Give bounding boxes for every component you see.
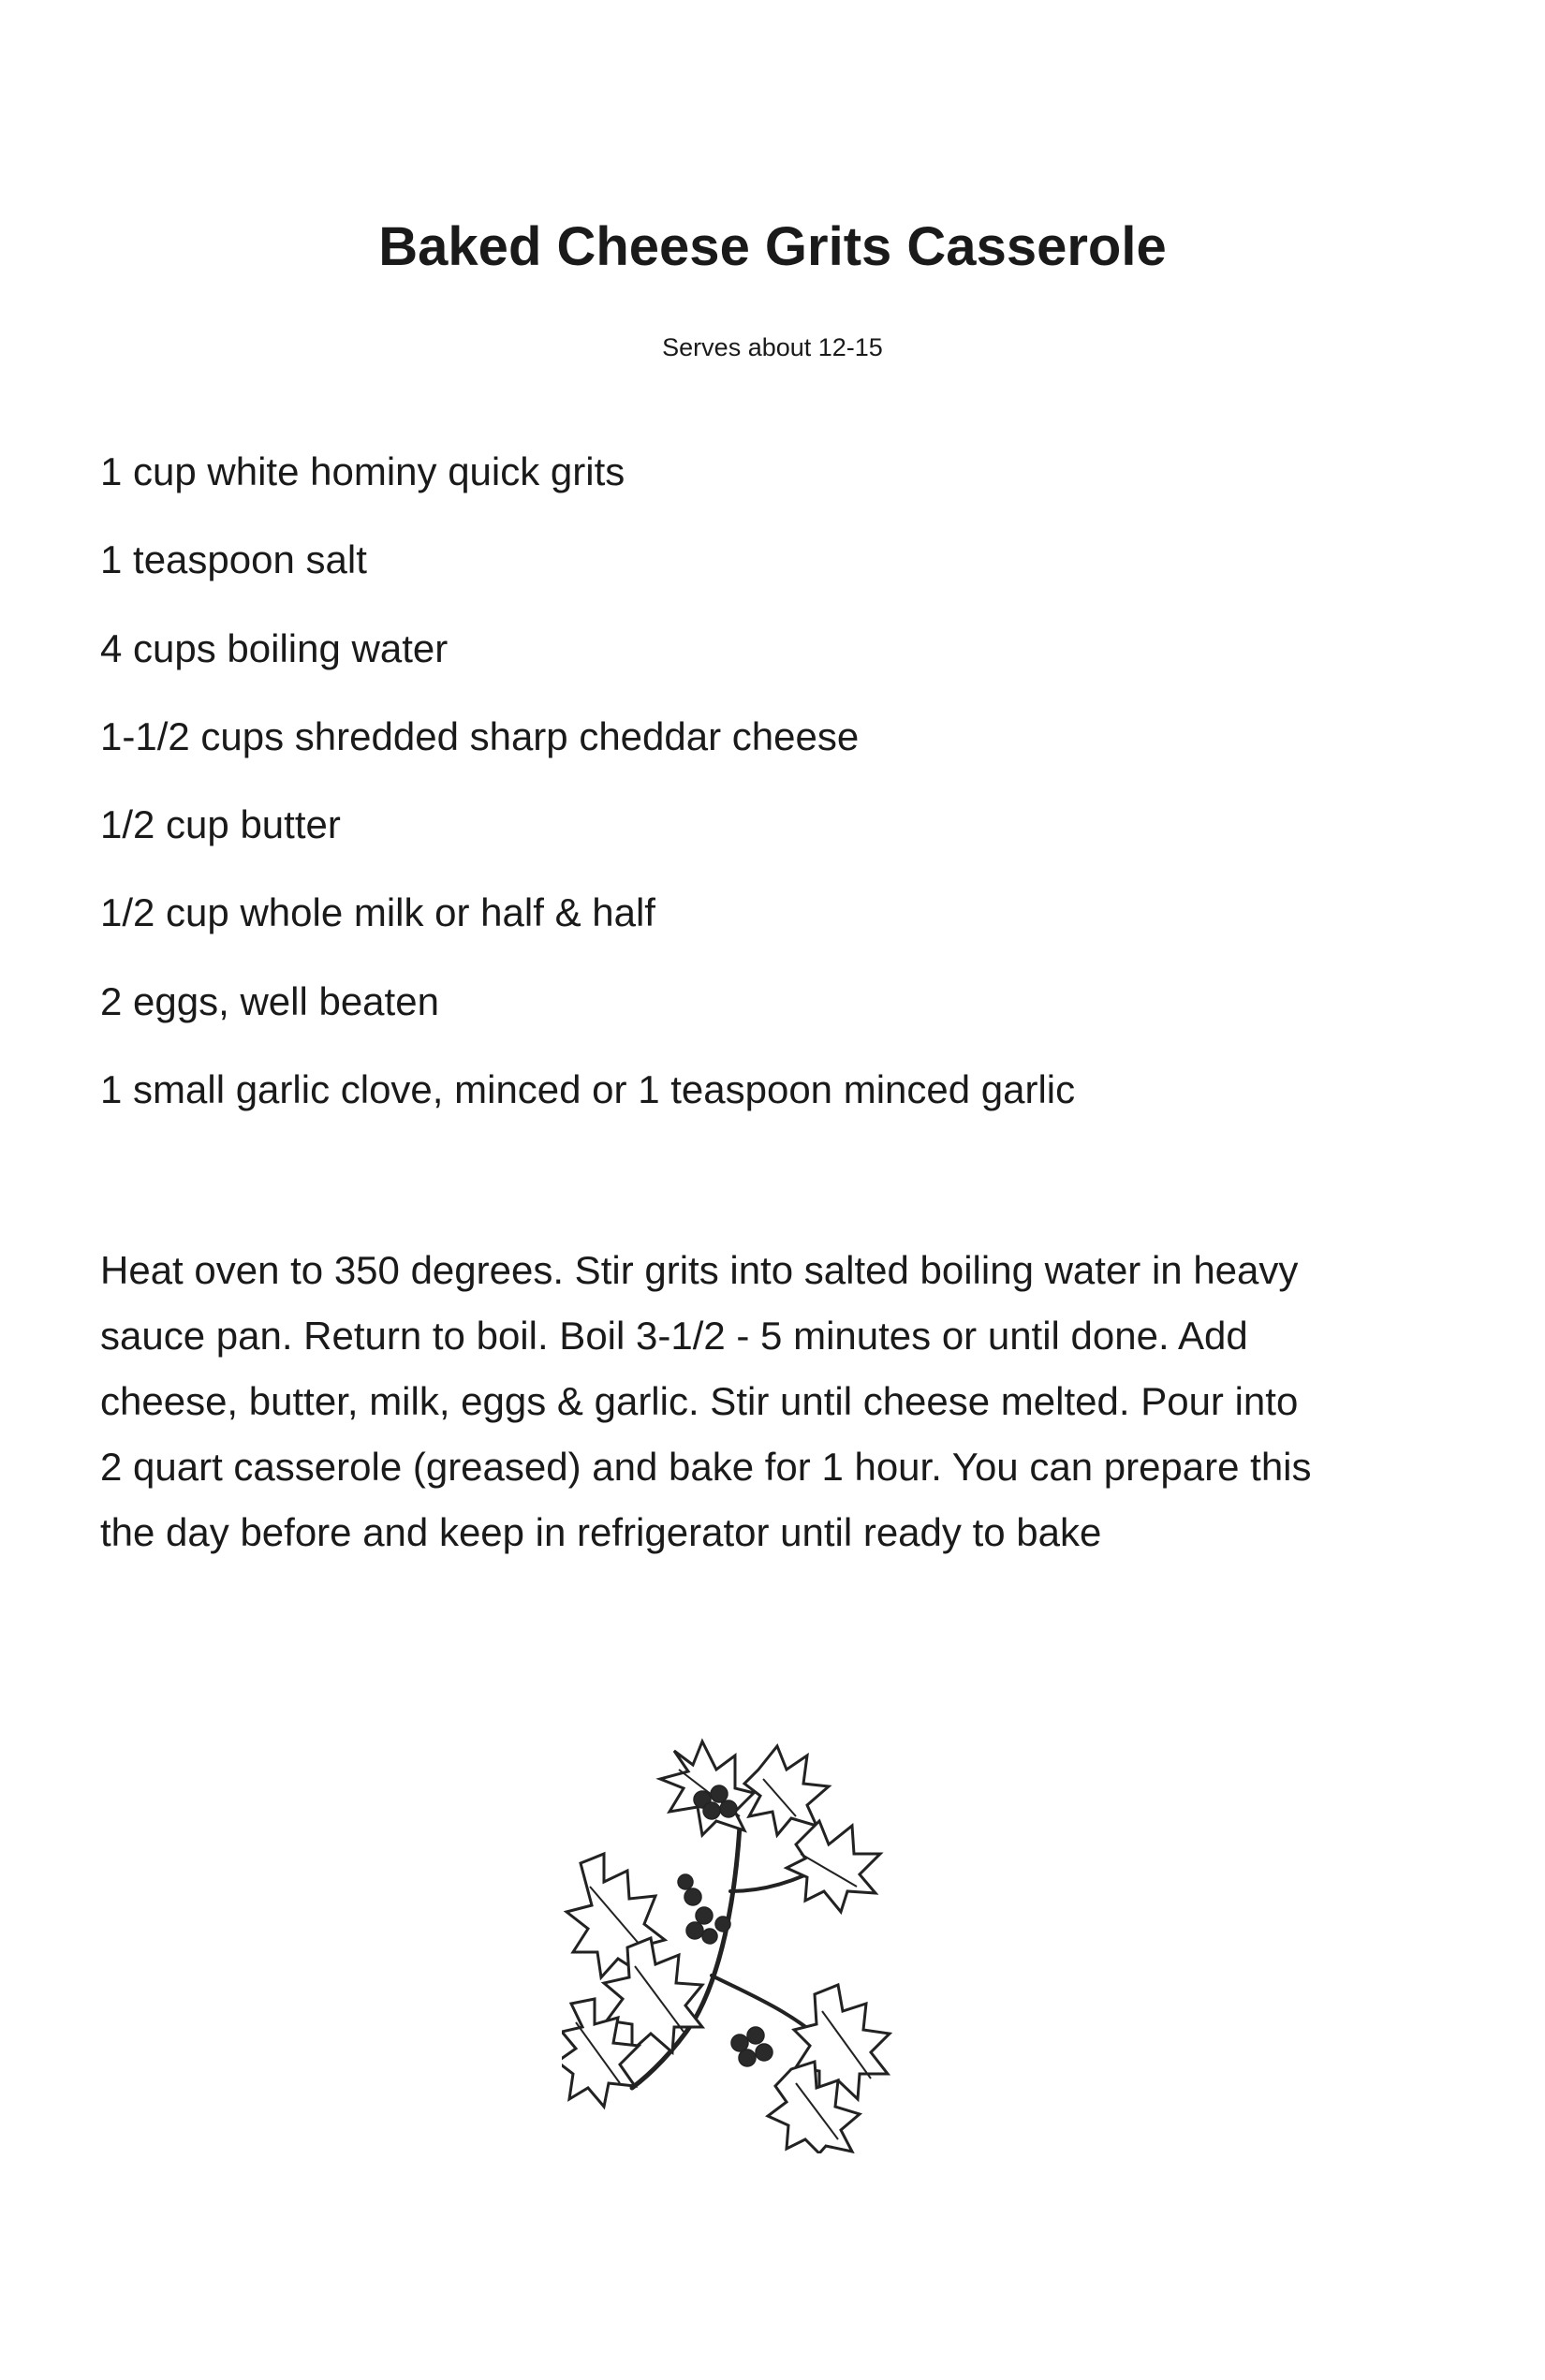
holly-sprig-icon [562,1713,936,2153]
ingredient-list [100,445,1449,1151]
directions-line: Heat oven to 350 degrees. Stir grits into salted boiling water in heavy [100,1248,1299,1292]
holly-leaf [744,1746,829,1835]
directions-line: 2 quart casserole (greased) and bake for 1 hour. You can prepare this [100,1445,1312,1489]
holly-leaf [787,1821,880,1912]
ingredient-item: 1 small garlic clove, minced or 1 teaspoon minced garlic [100,1067,1076,1112]
ingredient-item: 1 cup white hominy quick grits [100,449,625,493]
ingredient-item: 1/2 cup whole milk or half & half [100,890,655,935]
holly-leaf [660,1741,754,1835]
ingredient-item: 1 teaspoon salt [100,537,367,582]
directions-line: the day before and keep in refrigerator until ready to bake [100,1510,1102,1554]
ingredient-item: 4 cups boiling water [100,625,449,670]
ingredient-item: 1/2 cup butter [100,802,341,847]
directions-line: cheese, butter, milk, eggs & garlic. Stir until cheese melted. Pour into [100,1379,1299,1423]
ingredient-item: 1-1/2 cups shredded sharp cheddar cheese [100,713,860,758]
ingredient-item: 2 eggs, well beaten [100,978,439,1023]
recipe-title: Baked Cheese Grits Casserole [378,216,1167,277]
servings-note: Serves about 12-15 [662,333,883,361]
directions-paragraph [100,1238,1449,1565]
directions-line: sauce pan. Return to boil. Boil 3-1/2 - 5 minutes or until done. Add [100,1314,1248,1358]
